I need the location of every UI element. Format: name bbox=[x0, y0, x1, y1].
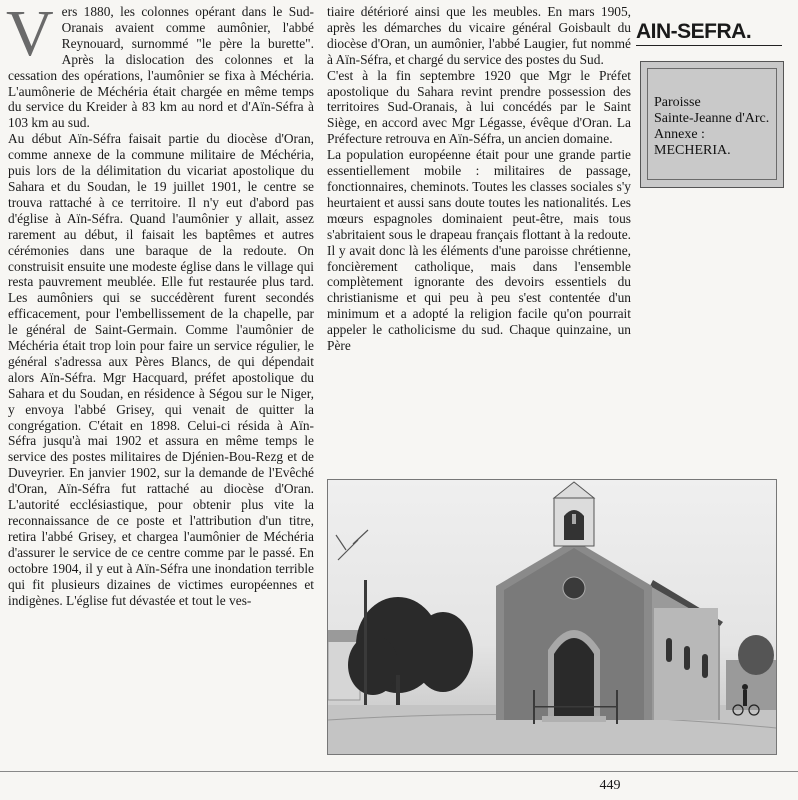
paragraph: La population européenne était pour une grande partie essentiellement mobile : militaires de passage, fonctionnaires, cheminots. Toutes les classes sociales s'y heurtaient et aussi sans doute toutes les nationalités. Les mœurs espagnoles dominaient peut-être, mais tous s'abritaient sous le drapeau français flottant à la redoute. Il y avait donc là les éléments d'une paroisse chrétienne, foncièrement catholique, mais dans l'ensemble complètement ignorante des devoirs essentiels du christianisme et qui peu à peu s'est contentée d'un minimum et a adopté la religion facile qu'on pourrait appeler le catholicisme du sud. Chaque quinzaine, un Père bbox=[327, 147, 631, 354]
bottom-rule bbox=[0, 771, 798, 772]
parish-line: Paroisse bbox=[654, 95, 701, 110]
drop-cap: V bbox=[6, 0, 54, 70]
bare-tree bbox=[336, 530, 368, 560]
parish-line: Annexe : bbox=[654, 127, 705, 142]
text-column-2 bbox=[327, 4, 631, 354]
paragraph: C'est à la fin septembre 1920 que Mgr le Préfet apostolique du Sahara revint prendre possession des territoires Sud-Oranais, à lui concédés par le Saint Siège, en accord avec Mgr Légasse, évêque d'Oran. La Préfecture retrouva en Aïn-Séfra, un ancien domaine. bbox=[327, 67, 631, 147]
text-column-1 bbox=[6, 0, 314, 608]
paragraph: ers 1880, les colonnes opérant dans le Sud-Oranais avaient comme aumônier, l'abbé Reynouard, surnommé "le père la burette". Après la dislocation des colonnes et la cessation des opérations, l'aumônier se fixa à Méchéria. L'aumônerie de Méchéria était chargée en même temps du service du Kreider à 83 km au nord et d'Aïn-Séfra à 103 km au sud. bbox=[8, 4, 314, 131]
utility-pole bbox=[364, 580, 367, 715]
parish-line: Sainte-Jeanne d'Arc. bbox=[654, 111, 770, 126]
church-illustration bbox=[328, 480, 776, 754]
church bbox=[496, 482, 723, 722]
paragraph: Au début Aïn-Séfra faisait partie du diocèse d'Oran, comme annexe de la commune militaire de Méchéria, puis lors de la délimitation du vicariat apostolique du Sahara et du Soudan, le 19 juillet 1901, le centre se trouva rattaché à ce territoire. Il n'y eut d'abord pas d'église à Aïn-Séfra. Quand l'aumônier y allait, assez rarement au début, il faisait les baptêmes et autres cérémonies dans une baraque de la redoute. On construisit ensuite une modeste église dans le village qui resta pauvrement meublée. Elle fut restaurée plus tard. Les aumôniers qui se succédèrent furent secondés efficacement, pour l'embellissement de la chapelle, par le général de Saint-Germain. Comme l'aumônier de Méchéria était trop loin pour faire un service régulier, le général s'adressa aux Pères Blancs, de qui dépendait alors Aïn-Séfra. Mgr Hacquard, préfet apostolique du Sahara et du Soudan, en résidence à Ségou sur le Niger, y envoya l'abbé Grisey, qui venait de quitter la congrégation. C'était en 1898. Celui-ci résida à Aïn-Séfra jusqu'à mai 1902 et assura en même temps le service des postes militaires de Djénien-Bou-Rezg et de Duveyrier. En janvier 1902, sur la demande de l'Evêché d'Oran, Aïn-Séfra fut rattaché au diocèse d'Oran. L'autorité ecclésiastique, pour obtenir plus vite la reconnaissance de ce poste et l'attribution d'un titre, retira l'abbé Grisey, et chargea l'aumônier de Méchéria d'assurer le service de ce centre comme par le passé. En octobre 1904, il y eut à Aïn-Séfra une inondation terrible qui fit plusieurs dizaines de victimes européennes et indigènes. L'église fut dévastée et tout le ves- bbox=[8, 131, 314, 608]
section-title: AIN-SEFRA. bbox=[636, 20, 782, 46]
paragraph: tiaire détérioré ainsi que les meubles. En mars 1905, après les démarches du vicaire général Goisbault du diocèse d'Oran, un aumônier, l'abbé Laugier, fut nommé à Aïn-Séfra, et chargé du service des postes du Sud. bbox=[327, 4, 631, 67]
parish-info-inner bbox=[647, 68, 777, 180]
parish-line: MECHERIA. bbox=[654, 143, 731, 158]
parish-info-box bbox=[640, 61, 784, 188]
church-photograph bbox=[327, 479, 777, 755]
page-number: 449 bbox=[599, 778, 621, 793]
